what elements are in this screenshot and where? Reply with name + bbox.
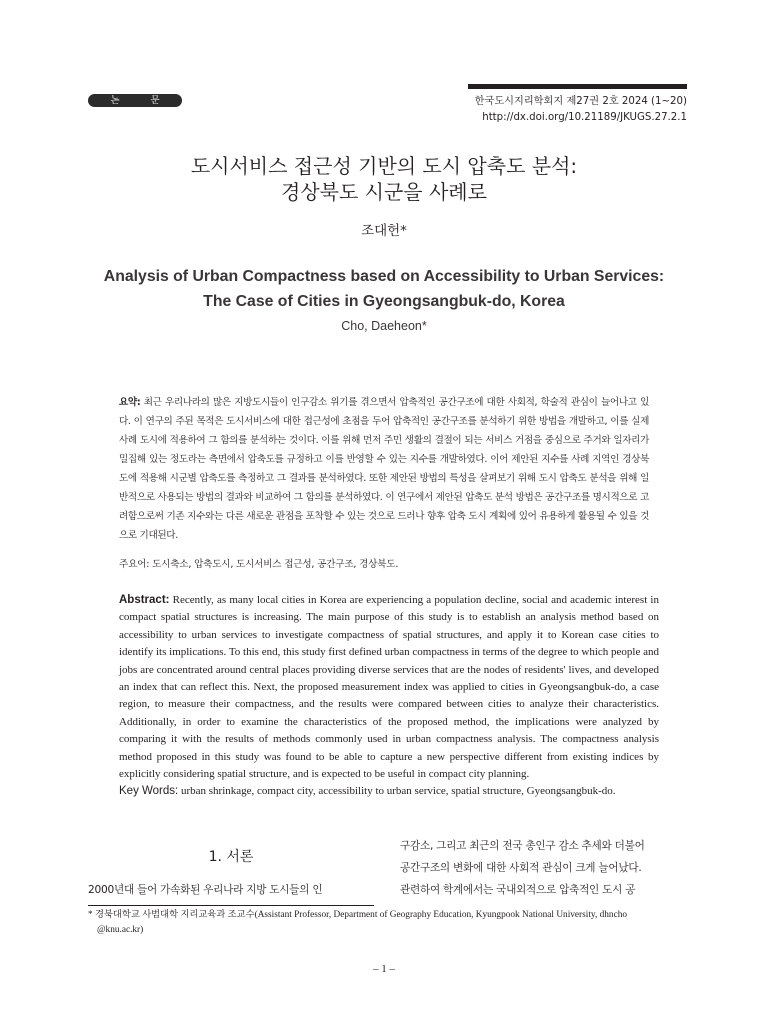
header-rule <box>468 84 687 89</box>
korean-abstract-label: 요약: <box>119 397 141 408</box>
korean-title-line1: 도시서비스 접근성 기반의 도시 압축도 분석: <box>190 154 578 178</box>
english-title-line1: Analysis of Urban Compactness based on Accessibility to Urban Services: <box>103 268 665 285</box>
body-right-line: 공간구조의 변화에 대한 사회적 관심이 크게 늘어났다. <box>400 862 642 874</box>
korean-keywords <box>119 556 659 570</box>
korean-keywords-text: 도시축소, 압축도시, 도시서비스 접근성, 공간구조, 경상북도. <box>149 559 399 570</box>
footnote-line1: * 경북대학교 사범대학 지리교육과 조교수(Assistant Professor, Department of Geography Education, Kyungpook National University, dhncho <box>88 910 627 920</box>
korean-title <box>0 153 768 205</box>
korean-author: 조대헌* <box>361 223 407 239</box>
english-keywords-label: Key Words: <box>119 785 179 797</box>
author-footnote <box>88 908 688 938</box>
korean-abstract-text: 최근 우리나라의 많은 지방도시들이 인구감소 위기를 겪으면서 압축적인 공간구조에 대한 사회적, 학술적 관심이 늘어나고 있다. 이 연구의 주된 목적은 도시서비스에 대한 접근성에 초점을 두어 압축적인 공간구조를 분석하기 위한 방법을 개발하고, 이를 실제 사례 도시에 적용하여 그 함의를 분석하는 것이다. 이를 위해 먼저 주민 생활의 결절이 되는 서비스 거점을 중심으로 주거와 일자리가 밀집해 있는 정도라는 측면에서 압축도를 규정하고 이를 반영할 수 있는 지수를 개발하였다. 이어 제안된 지수를 사례 지역인 경상북도에 적용해 시군별 압축도를 측정하고 그 결과를 분석하였다. 또한 제안된 방법의 특성을 살펴보기 위해 도시 압축도 분석을 위해 일반적으로 사용되는 방법의 결과와 비교하여 그 함의를 분석하였다. 이 연구에서 제안된 압축도 분석 방법은 공간구조를 명시적으로 고려함으로써 기존 지수와는 다른 새로운 관점을 포착할 수 있는 것으로 드러나 향후 압축 도시 계획에 있어 유용하게 활용될 수 있을 것으로 기대된다. <box>119 397 650 541</box>
journal-info <box>475 94 687 126</box>
page-number: – 1 – <box>373 963 395 975</box>
body-right-line: 구감소, 그리고 최근의 전국 총인구 감소 추세와 더불어 <box>400 840 645 852</box>
korean-title-line2: 경상북도 시군을 사례로 <box>281 180 487 204</box>
journal-citation: 한국도시지리학회지 제27권 2호 2024 (1~20) <box>474 96 687 107</box>
footnote-line2: @knu.ac.kr) <box>97 925 144 935</box>
body-left-column <box>88 879 378 901</box>
english-author: Cho, Daeheon* <box>341 319 427 333</box>
body-right-line: 관련하여 학계에서는 국내외적으로 압축적인 도시 공 <box>400 884 636 896</box>
korean-abstract <box>119 393 649 545</box>
body-left-line: 2000년대 들어 가속화된 우리나라 지방 도시들의 인 <box>88 884 323 896</box>
section-heading: 1. 서론 <box>208 849 254 865</box>
english-title-line2: The Case of Cities in Gyeongsangbuk-do, Korea <box>203 293 565 310</box>
english-abstract-label: Abstract: <box>119 594 170 606</box>
english-abstract <box>119 592 659 783</box>
english-keywords <box>119 785 679 797</box>
english-title <box>0 264 768 314</box>
english-keywords-text: urban shrinkage, compact city, accessibility to urban service, spatial structure, Gyeongsangbuk-do. <box>178 785 616 797</box>
english-abstract-text: Recently, as many local cities in Korea are experiencing a population decline, social and academic interest in compact spatial structures is increasing. The main purpose of this study is to establish an analysis method based on accessibility to urban services to investigate compactness of spatial structures, and apply it to Korean case cities to identify its implications. To this end, this study first defined urban compactness in terms of the degree to which people and jobs are concentrated around central places providing diverse services that are the nodes of residents' lives, and developed an index that can reflect this. Next, the proposed measurement index was applied to cities in Gyeongsangbuk-do, a case region, to measure their compactness, and the results were compared between cities to analyze their characteristics. Additionally, in order to examine the characteristics of the proposed method, the implications were analyzed by comparing it with the results of methods commonly used in urban compactness analysis. The compactness analysis method proposed in this study was found to be able to capture a new perspective different from existing indices by explicitly considering spatial structure, and is expected to be useful in compact city planning. <box>119 594 659 781</box>
doi-link[interactable]: http://dx.doi.org/10.21189/JKUGS.27.2.1 <box>482 112 687 123</box>
footnote-rule <box>88 905 374 906</box>
article-type-badge: 논 문 <box>88 94 182 107</box>
body-right-column <box>400 835 688 901</box>
korean-keywords-label: 주요어: <box>119 559 150 570</box>
